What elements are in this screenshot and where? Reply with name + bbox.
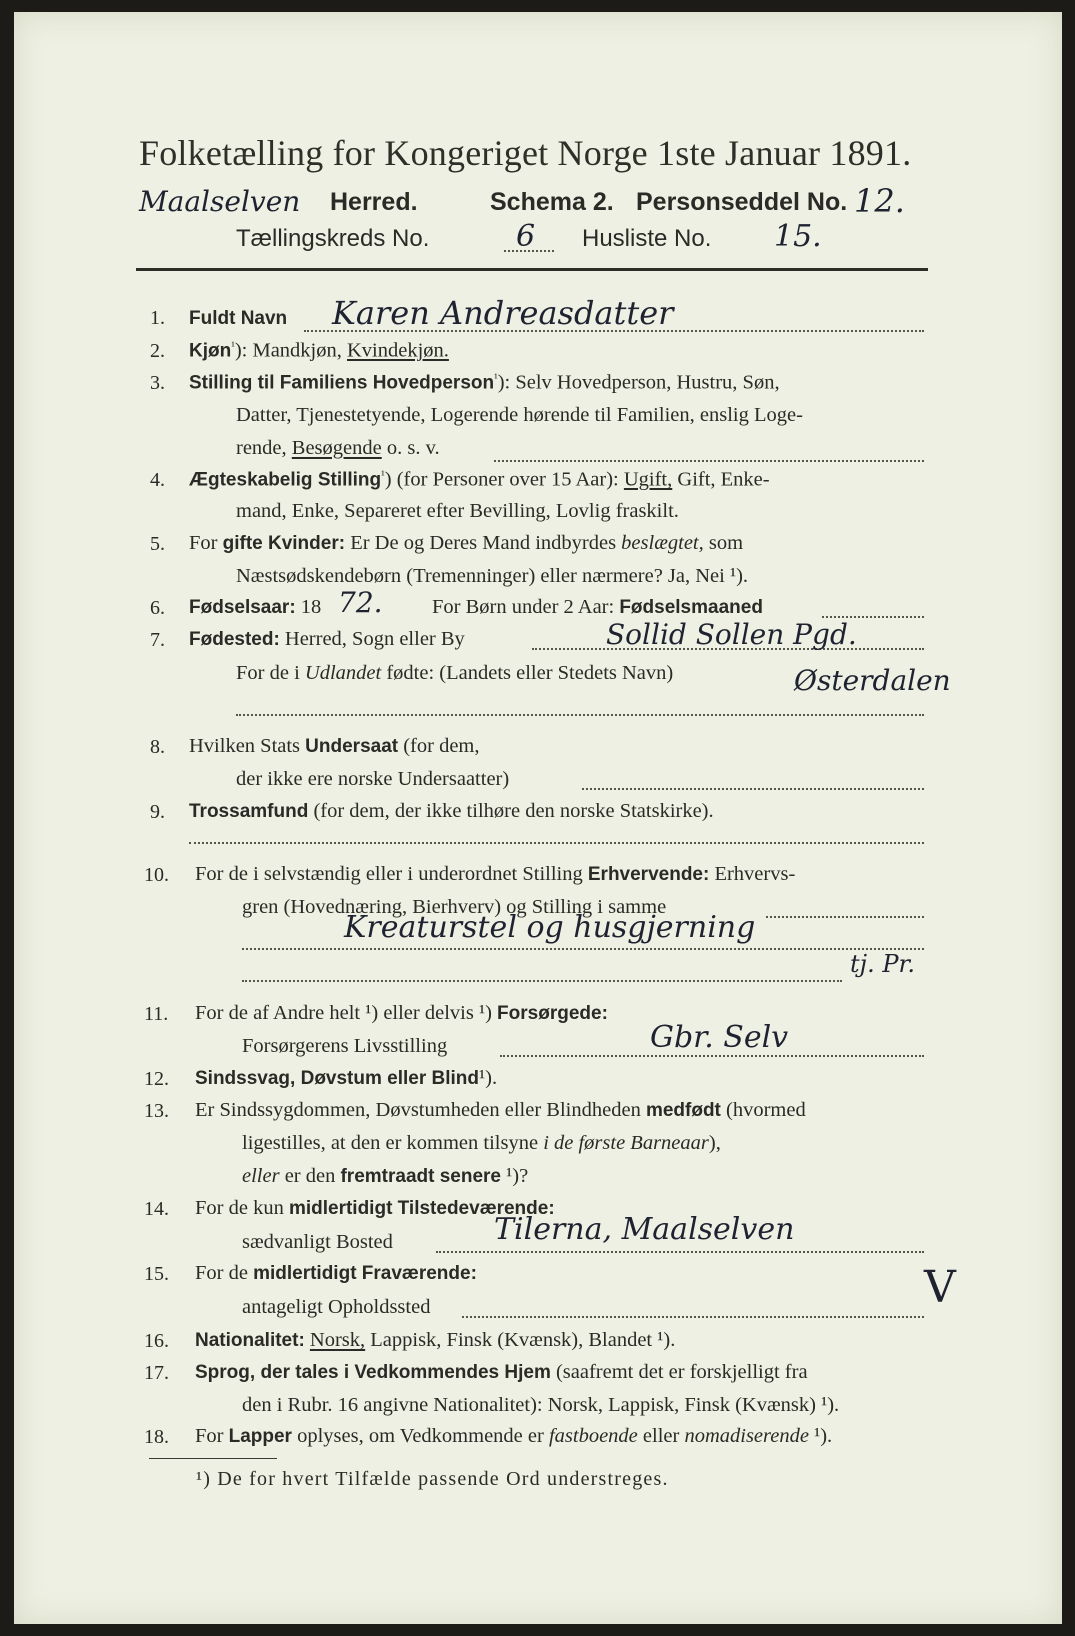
item-number: 13.: [144, 1100, 169, 1122]
census-form-sheet: [14, 12, 1062, 1624]
supported-line-2: Forsørgerens Livsstilling: [242, 1035, 448, 1057]
language-line-1: [195, 1361, 808, 1384]
present-dots: [436, 1251, 924, 1253]
item-number: 1.: [150, 307, 165, 329]
item-number: 12.: [144, 1068, 169, 1090]
marital-selected: Ugift,: [623, 468, 673, 491]
occupation-value-2: tj. Pr.: [850, 950, 915, 978]
congenital-italic: i de første Barneaar: [543, 1132, 709, 1154]
nationality-selected: Norsk,: [309, 1329, 366, 1351]
personseddel-label: Personseddel No.: [636, 188, 848, 216]
related-text: som: [703, 532, 744, 554]
item-number: 15.: [144, 1263, 169, 1285]
item-number: 18.: [144, 1426, 169, 1448]
birth-month-line: [432, 596, 763, 619]
header-rule: [136, 268, 928, 271]
item-number: 7.: [150, 629, 165, 651]
position-text: rende,: [236, 437, 292, 459]
religion-text: (for dem, der ikke tilhøre den norske Statskirke).: [308, 800, 714, 822]
nationality-line: [195, 1329, 675, 1352]
personseddel-value: 12.: [854, 182, 905, 220]
item-number: 11.: [144, 1003, 169, 1025]
foreign-text: fødte: (Landets eller Stedets Navn): [381, 662, 674, 684]
subject-line-2: der ikke ere norske Undersaatter): [236, 768, 510, 790]
kreds-label: Tællingskreds No.: [236, 225, 430, 252]
absent-line-2: antageligt Opholdssted: [242, 1296, 431, 1318]
footnote-mark: ¹).: [479, 1067, 498, 1089]
kreds-dots: [504, 250, 554, 252]
lapps-italic: nomadiserende: [684, 1425, 809, 1447]
position-selected: Besøgende: [291, 437, 382, 459]
lapps-label: Lapper: [228, 1426, 292, 1447]
sex-label: Kjøn: [189, 340, 232, 362]
item-number: 4.: [150, 469, 165, 491]
congenital-text: (hvormed: [720, 1099, 806, 1121]
occupation-dots-1: [766, 916, 924, 918]
nationality-text: Lappisk, Finsk (Kvænsk), Blandet ¹).: [365, 1329, 676, 1351]
birth-month-label: Fødselsmaaned: [619, 597, 763, 618]
position-text: o. s. v.: [381, 437, 440, 459]
absent-value: V: [924, 1262, 956, 1313]
position-line-2: Datter, Tjenestetyende, Logerende hørende til Familien, enslig Loge-: [236, 404, 803, 426]
lapps-line: [195, 1425, 832, 1448]
schema-label: Schema 2.: [490, 188, 614, 216]
congenital-text: ),: [708, 1132, 721, 1154]
occupation-value: Kreaturstel og husgjerning: [344, 910, 756, 945]
nationality-label: Nationalitet:: [195, 1330, 305, 1351]
foreign-birthplace-line: [236, 662, 673, 685]
full-name-label: Fuldt Navn: [189, 308, 288, 329]
lapps-text: eller: [637, 1425, 685, 1447]
occupation-line-2: gren (Hovednæring, Bierhverv) og Stilling i samme: [242, 896, 667, 918]
birthplace-label: Fødested:: [189, 629, 280, 650]
item-number: 17.: [144, 1362, 169, 1384]
absent-text: For de: [195, 1262, 254, 1284]
related-text: For: [189, 532, 223, 554]
item-number: 10.: [144, 864, 169, 886]
related-line-2: Næstsødskendebørn (Tremenninger) eller nærmere? Ja, Nei ¹).: [236, 565, 749, 587]
language-label: Sprog, der tales i Vedkommendes Hjem: [195, 1362, 551, 1383]
absent-dots: [462, 1316, 924, 1318]
marital-line-1: [189, 468, 770, 491]
sex-selected: Kvindekjøn.: [347, 339, 449, 362]
birthplace-text: Herred, Sogn eller By: [279, 628, 465, 650]
full-name-value: Karen Andreasdatter: [332, 294, 674, 332]
disability-line: [195, 1067, 497, 1090]
birth-year-label: Fødselsaar:: [189, 597, 296, 618]
herred-value: Maalselven: [139, 185, 301, 218]
occupation-dots-3: [242, 980, 842, 982]
congenital-text: Er Sindssygdommen, Døvstumheden eller Blindheden: [195, 1099, 646, 1121]
item-number: 3.: [150, 372, 165, 394]
subject-dots: [582, 788, 924, 790]
item-number: 16.: [144, 1330, 169, 1352]
marital-line-2: mand, Enke, Separeret efter Bevilling, Lovlig fraskilt.: [236, 500, 679, 522]
supported-line-1: [195, 1002, 608, 1025]
disability-label: Sindssvag, Døvstum eller Blind: [195, 1068, 480, 1089]
congenital-text: er den: [279, 1165, 341, 1187]
birth-year-prefix: 18: [295, 596, 322, 618]
foreign-text: For de i: [236, 662, 305, 684]
supported-dots: [500, 1055, 924, 1057]
marital-text: ) (for Personer over 15 Aar):: [384, 468, 624, 491]
occupation-label: Erhvervende:: [587, 864, 710, 885]
absent-label: midlertidigt Fraværende:: [253, 1263, 477, 1284]
present-value: Tilerna, Maalselven: [494, 1212, 795, 1247]
foreign-birthplace-value: Østerdalen: [794, 664, 951, 697]
religion-line: [189, 800, 714, 823]
item-number: 8.: [150, 736, 165, 758]
item-number: 2.: [150, 340, 165, 362]
language-text: (saafremt det er forskjelligt fra: [550, 1361, 808, 1383]
lapps-italic: fastboende: [548, 1425, 638, 1447]
footnote-mark: ¹: [494, 371, 498, 385]
position-label: Stilling til Familiens Hovedperson: [189, 372, 495, 394]
related-line-1: [189, 532, 743, 555]
sex-options: ): Mandkjøn,: [234, 339, 347, 362]
foreign-italic: Udlandet: [304, 662, 382, 684]
item-number: 9.: [150, 801, 165, 823]
marital-text: Gift, Enke-: [672, 468, 770, 491]
lapps-text: ¹).: [808, 1425, 833, 1447]
footnote: ¹) De for hvert Tilfælde passende Ord understreges.: [196, 1468, 669, 1490]
husliste-value: 15.: [774, 219, 822, 254]
supported-value: Gbr. Selv: [650, 1020, 789, 1055]
congenital-italic: eller: [242, 1165, 280, 1187]
lapps-text: For: [195, 1425, 229, 1447]
position-options: ): Selv Hovedperson, Hustru, Søn,: [497, 371, 780, 394]
subject-line-1: [189, 735, 480, 758]
congenital-line-1: [195, 1099, 806, 1122]
marital-label: Ægteskabelig Stilling: [189, 469, 382, 491]
husliste-label: Husliste No.: [582, 225, 712, 252]
related-italic: beslægtet,: [621, 532, 704, 554]
footnote-mark: ¹: [381, 468, 385, 482]
position-line-1: [189, 371, 780, 394]
religion-dots: [189, 842, 924, 844]
occupation-line-1: [195, 863, 795, 886]
birth-month-text: For Børn under 2 Aar:: [432, 596, 620, 618]
religion-label: Trossamfund: [189, 801, 309, 822]
form-title: Folketælling for Kongeriget Norge 1ste Januar 1891.: [139, 133, 912, 173]
birthplace-line: [189, 628, 465, 651]
supported-text: For de af Andre helt ¹) eller delvis ¹): [195, 1002, 498, 1024]
item-number: 14.: [144, 1198, 169, 1220]
herred-label: Herred.: [330, 188, 418, 216]
supported-label: Forsørgede:: [497, 1003, 608, 1024]
subject-label: Undersaat: [305, 736, 399, 757]
footnote-rule: [149, 1458, 277, 1459]
language-line-2: den i Rubr. 16 angivne Nationalitet): Norsk, Lappisk, Finsk (Kvænsk) ¹).: [242, 1394, 840, 1416]
congenital-text: ligestilles, at den er kommen tilsyne: [242, 1132, 544, 1154]
later-label: fremtraadt senere: [340, 1166, 502, 1187]
absent-line-1: [195, 1262, 477, 1285]
congenital-line-3: [242, 1165, 528, 1188]
related-text: Er De og Deres Mand indbyrdes: [345, 532, 622, 554]
footnote-mark: ¹: [231, 339, 235, 353]
sex-line: [189, 339, 449, 362]
present-text: For de kun: [195, 1197, 289, 1219]
occupation-text: For de i selvstændig eller i underordnet Stilling: [195, 863, 588, 885]
congenital-text: ¹)?: [501, 1165, 529, 1187]
foreign-dots: [236, 714, 924, 716]
congenital-line-2: [242, 1132, 721, 1155]
kreds-value: 6: [516, 219, 536, 254]
subject-text: (for dem,: [398, 735, 480, 757]
occupation-dots-2: [242, 948, 924, 950]
present-line-2: sædvanligt Bosted: [242, 1231, 393, 1253]
position-line-3: [236, 437, 440, 460]
related-label: gifte Kvinder:: [222, 533, 346, 554]
congenital-label: medfødt: [645, 1100, 721, 1121]
birth-year-value: 72.: [338, 586, 383, 619]
birthplace-value: Sollid Sollen Pgd.: [606, 618, 857, 651]
lapps-text: oplyses, om Vedkommende er: [291, 1425, 549, 1447]
item-number: 5.: [150, 533, 165, 555]
subject-text: Hvilken Stats: [189, 735, 306, 757]
full-name-dots: [304, 330, 924, 332]
birth-year-line: [189, 596, 321, 619]
item-number: 6.: [150, 597, 165, 619]
present-label: midlertidigt Tilstedeværende:: [288, 1198, 555, 1219]
occupation-text: Erhvervs-: [709, 863, 796, 885]
position-dots: [494, 460, 924, 462]
